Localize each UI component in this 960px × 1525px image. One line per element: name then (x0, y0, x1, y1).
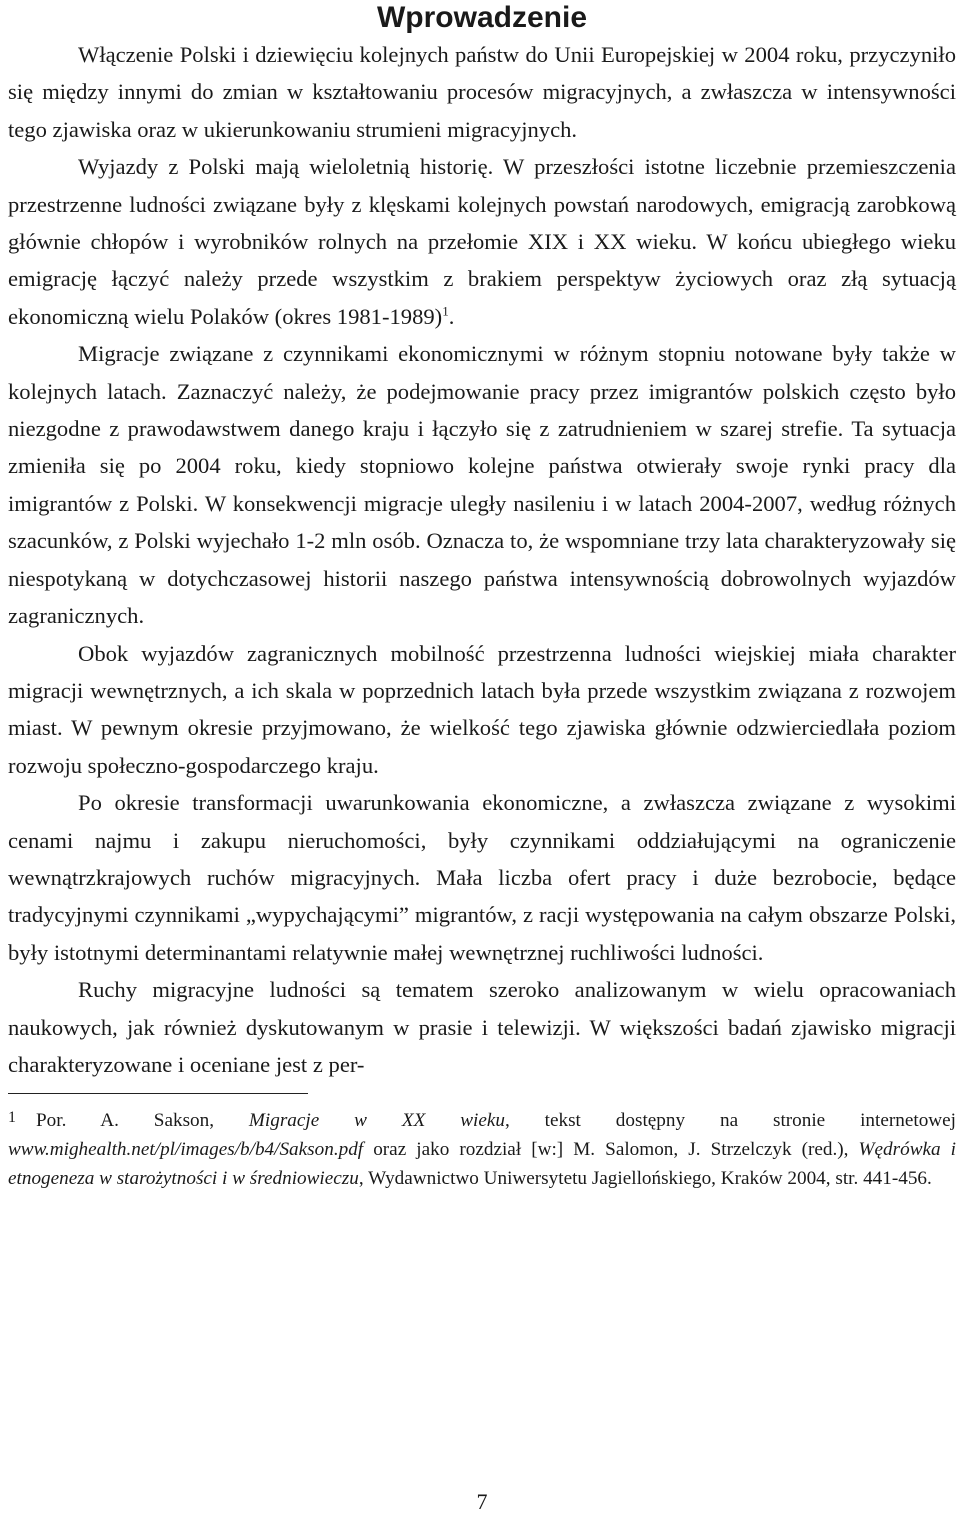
paragraph-3: Migracje związane z czynnikami ekonomicznymi w różnym stopniu notowane były także w kolejnych latach. Zaznaczyć należy, że podejmowanie pracy przez imigrantów polskich często było niezgodne z prawodawstwem danego kraju i łączyło się z zatrudnieniem w szarej strefie. Ta sytuacja zmieniła się po 2004 roku, kiedy stopniowo kolejne państwa otwierały swoje rynki pracy dla imigrantów z Polski. W konsekwencji migracje uległy nasileniu i w latach 2004-2007, według różnych szacunków, z Polski wyjechało 1-2 mln osób. Oznacza to, że wspomniane trzy lata charakteryzowały się niespotykaną w dotychczasowej historii naszego państwa intensywnością dobrowolnych wyjazdów zagranicznych. (8, 341, 956, 629)
document-page (8, 0, 956, 1525)
footnote-number: 1 (8, 1109, 16, 1127)
paragraph-1: Włączenie Polski i dziewięciu kolejnych państw do Unii Europejskiej w 2004 roku, przyczyniło się między innymi do zmian w kształtowaniu procesów migracyjnych, a zwłaszcza w intensywności tego zjawiska oraz w ukierunkowaniu strumieni migracyjnych. (8, 42, 956, 142)
footnote-part4: , Wydawnictwo Uniwersytetu Jagiellońskiego, Kraków 2004, str. 441-456. (358, 1167, 932, 1189)
footnote-title1: Migracje w XX wieku (248, 1110, 505, 1132)
paragraph-2-text: Wyjazdy z Polski mają wieloletnią historię. W przeszłości istotne liczebnie przemieszczenia przestrzenne ludności związane były z klęskami kolejnych powstań narodowych, emigracją zarobkową głównie chłopów i wyrobników rolnych na przełomie XIX i XX wieku. W końcu ubiegłego wieku emigrację łączyć należy przede wszystkim z brakiem perspektyw życiowych oraz złą sytuacją ekonomiczną wielu Polaków (okres 1981-1989) (8, 154, 956, 329)
paragraph-2 (8, 148, 956, 335)
paragraph-6: Ruchy migracyjne ludności są tematem szeroko analizowanym w wielu opracowaniach naukowych, jak również dyskutowanym w prasie i telewizji. W większości badań zjawisko migracji charakteryzowane i oceniane jest z per- (8, 977, 956, 1077)
footnote-part2: , tekst dostępny na stronie internetowej (504, 1110, 956, 1132)
footnote (8, 1104, 956, 1193)
page-number: 7 (476, 1489, 488, 1514)
footnote-reference: 1 (442, 303, 449, 319)
paragraph-4: Obok wyjazdów zagranicznych mobilność przestrzenna ludności wiejskiej miała charakter migracji wewnętrznych, a ich skala w poprzednich latach była przede wszystkim związana z rozwojem miast. W pewnym okresie przyjmowano, że wielkość tego zjawiska głównie odzwierciedlała poziom rozwoju społeczno-gospodarczego kraju. (8, 640, 956, 778)
footnote-title2: Wędrówka i etnogeneza w starożytności i w średniowieczu (8, 1138, 956, 1189)
footnote-part1: Por. A. Sakson, (36, 1110, 249, 1132)
body-text (8, 36, 956, 1083)
paragraph-2-end: . (448, 303, 455, 329)
footnote-separator (8, 1093, 308, 1094)
paragraph-5: Po okresie transformacji uwarunkowania ekonomiczne, a zwłaszcza związane z wysokimi cenami najmu i zakupu nieruchomości, były czynnikami oddziałującymi na ograniczenie wewnątrzkrajowych ruchów migracyjnych. Mała liczba ofert pracy i duże bezrobocie, będące tradycyjnymi czynnikami „wypychającymi” migrantów, z racji występowania na całym obszarze Polski, były istotnymi determinantami relatywnie małej wewnętrznej ruchliwości ludności. (8, 790, 956, 965)
page-title: Wprowadzenie (376, 1, 587, 34)
footnote-part3: oraz jako rozdział [w:] M. Salomon, J. Strzelczyk (red.), (363, 1138, 859, 1160)
footnote-url: www.mighealth.net/pl/images/b/b4/Sakson.pdf (8, 1138, 364, 1160)
